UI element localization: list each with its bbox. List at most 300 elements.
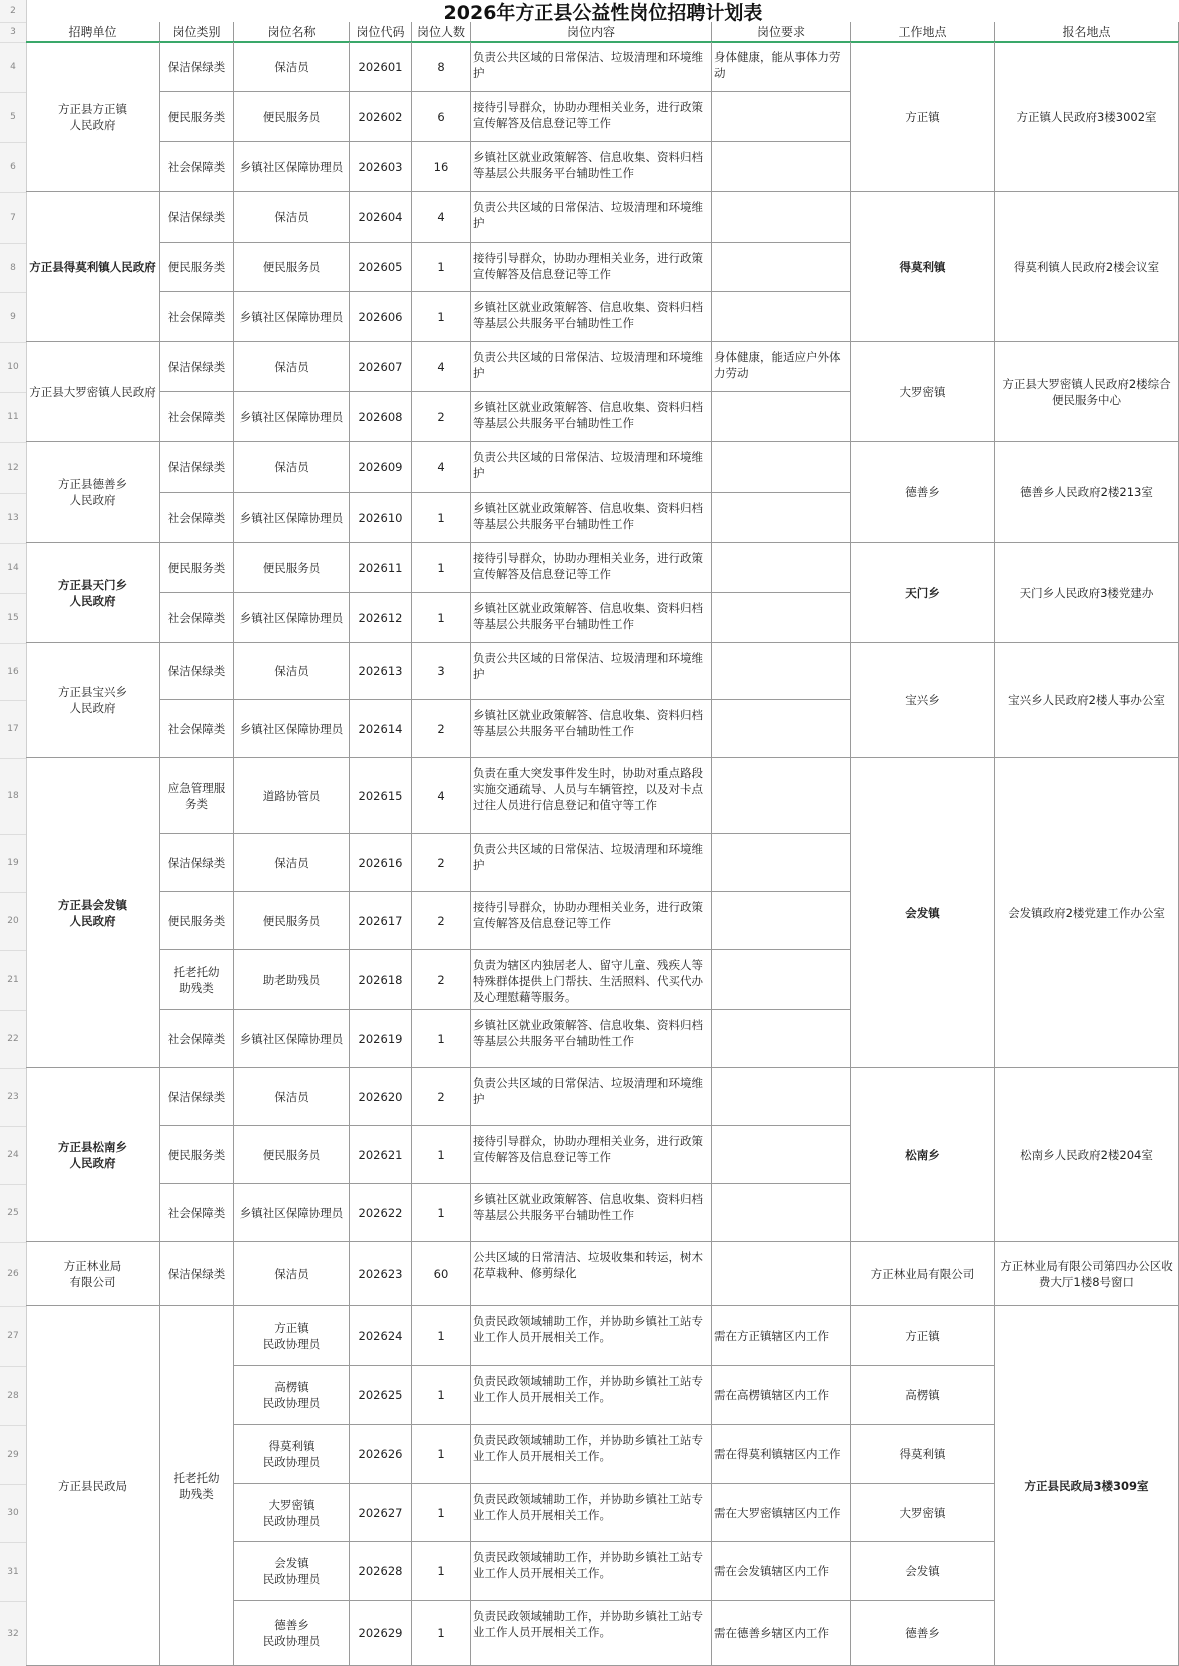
signup-location-cell[interactable] xyxy=(995,1306,1179,1666)
category-cell[interactable] xyxy=(160,892,234,950)
post-code-cell-text: 202614 xyxy=(358,721,403,736)
post-requirement-cell[interactable] xyxy=(712,142,851,192)
post-content-cell[interactable] xyxy=(471,700,712,758)
post-requirement-cell-text: 需在德善乡辖区内工作 xyxy=(714,1626,829,1640)
post-content-cell-text: 负责民政领域辅助工作，并协助乡镇社工站专业工作人员开展相关工作。 xyxy=(473,1609,703,1639)
post-content-cell[interactable] xyxy=(471,392,712,442)
post-content-cell[interactable] xyxy=(471,92,712,142)
post-requirement-cell[interactable] xyxy=(712,1601,851,1666)
work-location-cell[interactable] xyxy=(851,1242,995,1306)
post-code-cell-text: 202607 xyxy=(358,359,403,374)
post-name-cell[interactable] xyxy=(234,834,350,892)
post-requirement-cell[interactable] xyxy=(712,493,851,543)
category-cell[interactable] xyxy=(160,700,234,758)
post-content-cell-text: 负责公共区域的日常保洁、垃圾清理和环境维护 xyxy=(473,200,703,230)
post-count-cell[interactable] xyxy=(412,1425,471,1484)
post-name-cell[interactable] xyxy=(234,92,350,142)
row-number[interactable]: 18 xyxy=(7,791,19,801)
post-content-cell[interactable] xyxy=(471,643,712,700)
post-content-cell[interactable] xyxy=(471,1010,712,1068)
post-count-cell[interactable] xyxy=(412,834,471,892)
post-code-cell-text: 202618 xyxy=(358,972,403,987)
post-content-cell[interactable] xyxy=(471,892,712,950)
post-count-cell[interactable] xyxy=(412,1306,471,1366)
category-cell[interactable] xyxy=(160,1010,234,1068)
post-code-cell-text: 202609 xyxy=(358,460,403,474)
post-count-cell[interactable] xyxy=(412,543,471,593)
post-count-cell-text: 2 xyxy=(437,972,445,987)
post-content-cell-text: 乡镇社区就业政策解答、信息收集、资料归档等基层公共服务平台辅助性工作 xyxy=(473,708,703,738)
post-name-cell[interactable] xyxy=(234,192,350,243)
post-requirement-cell[interactable] xyxy=(712,1068,851,1126)
signup-location-cell[interactable] xyxy=(995,543,1179,643)
work-location-cell[interactable] xyxy=(851,342,995,442)
post-requirement-cell[interactable] xyxy=(712,192,851,243)
post-name-cell-text: 道路协管员 xyxy=(262,788,321,803)
post-name-cell[interactable] xyxy=(234,1126,350,1184)
work-location-cell[interactable] xyxy=(851,1601,995,1666)
post-name-cell[interactable] xyxy=(234,950,350,1010)
post-count-cell-text: 16 xyxy=(433,159,449,174)
post-name-cell[interactable] xyxy=(234,1366,350,1425)
post-requirement-cell[interactable] xyxy=(712,1542,851,1601)
category-cell-text: 社会保障类 xyxy=(167,1205,226,1220)
post-name-cell[interactable] xyxy=(234,493,350,543)
category-cell[interactable] xyxy=(160,1242,234,1306)
header-1[interactable] xyxy=(160,22,234,42)
unit-cell[interactable] xyxy=(26,192,160,342)
row-number[interactable]: 22 xyxy=(7,1034,19,1044)
post-code-cell[interactable] xyxy=(350,1242,412,1306)
post-code-cell[interactable] xyxy=(350,758,412,834)
post-code-cell[interactable] xyxy=(350,643,412,700)
post-requirement-cell[interactable] xyxy=(712,593,851,643)
unit-cell-text: 方正林业局 有限公司 xyxy=(63,1258,122,1289)
post-code-cell[interactable] xyxy=(350,392,412,442)
signup-location-cell[interactable] xyxy=(995,42,1179,192)
header-6[interactable] xyxy=(712,22,851,42)
post-code-cell[interactable] xyxy=(350,593,412,643)
post-content-cell[interactable] xyxy=(471,1542,712,1601)
post-count-cell[interactable] xyxy=(412,92,471,142)
post-name-cell[interactable] xyxy=(234,1068,350,1126)
signup-location-cell[interactable] xyxy=(995,1242,1179,1306)
post-count-cell-text: 1 xyxy=(437,1626,445,1640)
row-number[interactable]: 10 xyxy=(7,362,19,372)
post-content-cell[interactable] xyxy=(471,543,712,593)
post-count-cell[interactable] xyxy=(412,442,471,493)
post-requirement-cell[interactable] xyxy=(712,758,851,834)
row-number[interactable]: 4 xyxy=(10,62,16,72)
post-requirement-cell[interactable] xyxy=(712,92,851,142)
row-number[interactable]: 2 xyxy=(10,6,16,16)
post-requirement-cell[interactable] xyxy=(712,643,851,700)
category-cell-text: 托老托幼 助残类 xyxy=(173,964,220,995)
post-count-cell[interactable] xyxy=(412,292,471,342)
post-count-cell[interactable] xyxy=(412,892,471,950)
category-cell-text: 便民服务类 xyxy=(167,260,226,274)
post-name-cell[interactable] xyxy=(234,1425,350,1484)
post-count-cell-text: 2 xyxy=(437,409,445,424)
header-7-text: 工作地点 xyxy=(898,24,947,39)
post-code-cell-text: 202612 xyxy=(358,610,403,625)
row-number[interactable]: 17 xyxy=(7,724,19,734)
post-content-cell[interactable] xyxy=(471,593,712,643)
unit-cell[interactable] xyxy=(26,1306,160,1666)
post-count-cell[interactable] xyxy=(412,643,471,700)
post-count-cell-text: 60 xyxy=(433,1266,449,1281)
post-code-cell[interactable] xyxy=(350,1425,412,1484)
post-count-cell[interactable] xyxy=(412,1366,471,1425)
row-number[interactable]: 30 xyxy=(7,1508,19,1518)
post-name-cell[interactable] xyxy=(234,342,350,392)
post-code-cell[interactable] xyxy=(350,342,412,392)
post-code-cell[interactable] xyxy=(350,1601,412,1666)
post-name-cell-text: 方正镇 民政协理员 xyxy=(262,1320,321,1351)
post-name-cell[interactable] xyxy=(234,1484,350,1542)
row-number[interactable]: 11 xyxy=(7,412,19,422)
post-requirement-cell[interactable] xyxy=(712,1425,851,1484)
post-code-cell[interactable] xyxy=(350,1484,412,1542)
work-location-cell[interactable] xyxy=(851,1068,995,1242)
post-name-cell[interactable] xyxy=(234,42,350,92)
post-requirement-cell[interactable] xyxy=(712,392,851,442)
category-cell-text: 便民服务类 xyxy=(167,109,226,124)
post-content-cell[interactable] xyxy=(471,1425,712,1484)
row-number[interactable]: 3 xyxy=(10,27,16,37)
post-content-cell-text: 负责公共区域的日常保洁、垃圾清理和环境维护 xyxy=(473,50,703,80)
category-cell[interactable] xyxy=(160,142,234,192)
post-requirement-cell[interactable] xyxy=(712,950,851,1010)
post-requirement-cell[interactable] xyxy=(712,892,851,950)
post-content-cell[interactable] xyxy=(471,758,712,834)
row-number[interactable]: 7 xyxy=(10,212,16,223)
post-content-cell[interactable] xyxy=(471,1484,712,1542)
post-code-cell[interactable] xyxy=(350,543,412,593)
work-location-cell[interactable] xyxy=(851,192,995,342)
post-requirement-cell[interactable] xyxy=(712,543,851,593)
post-name-cell-text: 保洁员 xyxy=(274,359,309,374)
post-name-cell[interactable] xyxy=(234,142,350,192)
category-cell-text: 社会保障类 xyxy=(167,309,226,324)
post-count-cell[interactable] xyxy=(412,1126,471,1184)
post-count-cell[interactable] xyxy=(412,1068,471,1126)
signup-location-cell[interactable] xyxy=(995,442,1179,543)
post-count-cell[interactable] xyxy=(412,243,471,292)
post-count-cell[interactable] xyxy=(412,1010,471,1068)
row-number[interactable]: 21 xyxy=(7,975,19,985)
post-content-cell-text: 负责公共区域的日常保洁、垃圾清理和环境维护 xyxy=(473,350,703,380)
unit-cell[interactable] xyxy=(26,643,160,758)
post-content-cell-text: 负责公共区域的日常保洁、垃圾清理和环境维护 xyxy=(473,842,703,872)
post-count-cell[interactable] xyxy=(412,1184,471,1242)
row-number[interactable]: 32 xyxy=(7,1628,19,1639)
post-requirement-cell[interactable] xyxy=(712,834,851,892)
work-location-cell[interactable] xyxy=(851,643,995,758)
post-content-cell[interactable] xyxy=(471,493,712,543)
post-code-cell-text: 202624 xyxy=(358,1328,403,1343)
post-content-cell[interactable] xyxy=(471,1126,712,1184)
category-cell[interactable] xyxy=(160,834,234,892)
post-requirement-cell[interactable] xyxy=(712,292,851,342)
post-content-cell[interactable] xyxy=(471,1242,712,1306)
header-5-text: 岗位内容 xyxy=(566,24,615,39)
post-requirement-cell[interactable] xyxy=(712,1126,851,1184)
work-location-cell[interactable] xyxy=(851,42,995,192)
post-count-cell-text: 2 xyxy=(437,1089,445,1104)
post-requirement-cell[interactable] xyxy=(712,700,851,758)
header-5[interactable] xyxy=(471,22,712,42)
post-name-cell[interactable] xyxy=(234,1010,350,1068)
post-count-cell-text: 1 xyxy=(437,1505,445,1520)
post-name-cell[interactable] xyxy=(234,700,350,758)
category-cell[interactable] xyxy=(160,1068,234,1126)
post-code-cell[interactable] xyxy=(350,1542,412,1601)
post-count-cell[interactable] xyxy=(412,1242,471,1306)
post-content-cell[interactable] xyxy=(471,442,712,493)
row-number[interactable]: 27 xyxy=(7,1331,19,1341)
header-7[interactable] xyxy=(851,22,995,42)
post-content-cell[interactable] xyxy=(471,342,712,392)
post-name-cell[interactable] xyxy=(234,1542,350,1601)
post-requirement-cell[interactable] xyxy=(712,442,851,493)
post-name-cell[interactable] xyxy=(234,392,350,442)
row-number[interactable]: 6 xyxy=(10,162,16,172)
post-content-cell[interactable] xyxy=(471,1306,712,1366)
category-cell[interactable] xyxy=(160,92,234,142)
row-number[interactable]: 23 xyxy=(7,1092,19,1102)
post-content-cell-text: 负责公共区域的日常保洁、垃圾清理和环境维护 xyxy=(473,651,703,681)
row-number[interactable]: 31 xyxy=(7,1566,19,1577)
post-code-cell[interactable] xyxy=(350,1068,412,1126)
post-count-cell[interactable] xyxy=(412,1601,471,1666)
unit-cell[interactable] xyxy=(26,758,160,1068)
post-code-cell-text: 202603 xyxy=(358,159,403,174)
post-count-cell[interactable] xyxy=(412,593,471,643)
header-0[interactable] xyxy=(26,22,160,42)
row-number[interactable]: 13 xyxy=(7,513,19,523)
category-cell[interactable] xyxy=(160,192,234,243)
post-name-cell[interactable] xyxy=(234,643,350,700)
post-name-cell[interactable] xyxy=(234,892,350,950)
category-cell[interactable] xyxy=(160,442,234,493)
post-code-cell[interactable] xyxy=(350,1010,412,1068)
work-location-cell[interactable] xyxy=(851,1542,995,1601)
header-8[interactable] xyxy=(995,22,1179,42)
category-cell[interactable] xyxy=(160,42,234,92)
row-number[interactable]: 12 xyxy=(7,462,19,473)
post-content-cell[interactable] xyxy=(471,243,712,292)
post-code-cell[interactable] xyxy=(350,493,412,543)
work-location-cell-text: 松南乡 xyxy=(905,1147,940,1162)
post-content-cell-text: 乡镇社区就业政策解答、信息收集、资料归档等基层公共服务平台辅助性工作 xyxy=(473,400,703,430)
post-content-cell-text: 乡镇社区就业政策解答、信息收集、资料归档等基层公共服务平台辅助性工作 xyxy=(473,1018,703,1048)
unit-cell[interactable] xyxy=(26,442,160,543)
post-count-cell-text: 2 xyxy=(437,913,445,928)
post-requirement-cell[interactable] xyxy=(712,243,851,292)
post-code-cell-text: 202617 xyxy=(358,913,403,928)
post-name-cell-text: 乡镇社区保障协理员 xyxy=(239,510,344,525)
post-code-cell[interactable] xyxy=(350,292,412,342)
category-cell[interactable] xyxy=(160,292,234,342)
post-code-cell-text: 202619 xyxy=(358,1031,403,1046)
post-count-cell[interactable] xyxy=(412,1542,471,1601)
post-count-cell[interactable] xyxy=(412,758,471,834)
unit-cell[interactable] xyxy=(26,342,160,442)
post-code-cell[interactable] xyxy=(350,834,412,892)
work-location-cell[interactable] xyxy=(851,543,995,643)
category-cell[interactable] xyxy=(160,1126,234,1184)
post-code-cell[interactable] xyxy=(350,1126,412,1184)
post-content-cell[interactable] xyxy=(471,192,712,243)
post-name-cell[interactable] xyxy=(234,243,350,292)
post-code-cell[interactable] xyxy=(350,1184,412,1242)
unit-cell-text: 方正县得莫利镇人民政府 xyxy=(29,259,156,274)
post-requirement-cell[interactable] xyxy=(712,1366,851,1425)
post-requirement-cell-text: 需在方正镇辖区内工作 xyxy=(714,1328,829,1343)
row-number[interactable]: 9 xyxy=(10,312,16,322)
post-code-cell[interactable] xyxy=(350,700,412,758)
header-4[interactable] xyxy=(412,22,471,42)
category-cell[interactable] xyxy=(160,243,234,292)
header-2[interactable] xyxy=(234,22,350,42)
category-cell[interactable] xyxy=(160,1306,234,1666)
row-number[interactable]: 8 xyxy=(10,262,16,273)
post-count-cell[interactable] xyxy=(412,1484,471,1542)
work-location-cell[interactable] xyxy=(851,1366,995,1425)
category-cell[interactable] xyxy=(160,593,234,643)
post-code-cell-text: 202602 xyxy=(358,109,403,124)
post-count-cell[interactable] xyxy=(412,342,471,392)
category-cell-text: 保洁保绿类 xyxy=(167,664,226,678)
post-requirement-cell[interactable] xyxy=(712,1184,851,1242)
post-code-cell-text: 202623 xyxy=(358,1266,403,1281)
post-count-cell[interactable] xyxy=(412,142,471,192)
category-cell[interactable] xyxy=(160,493,234,543)
row-number[interactable]: 14 xyxy=(7,563,19,573)
post-content-cell[interactable] xyxy=(471,42,712,92)
post-name-cell[interactable] xyxy=(234,543,350,593)
row-number[interactable]: 16 xyxy=(7,666,19,677)
unit-cell[interactable] xyxy=(26,543,160,643)
row-number[interactable]: 25 xyxy=(7,1208,19,1218)
post-code-cell-text: 202610 xyxy=(358,510,403,525)
post-count-cell[interactable] xyxy=(412,392,471,442)
header-3-text: 岗位代码 xyxy=(356,24,405,39)
row-number[interactable]: 15 xyxy=(7,613,19,623)
signup-location-cell[interactable] xyxy=(995,192,1179,342)
row-number[interactable]: 5 xyxy=(10,112,16,122)
post-name-cell[interactable] xyxy=(234,593,350,643)
post-code-cell[interactable] xyxy=(350,92,412,142)
row-number[interactable]: 29 xyxy=(7,1449,19,1460)
post-code-cell[interactable] xyxy=(350,892,412,950)
work-location-cell[interactable] xyxy=(851,1425,995,1484)
post-name-cell-text: 便民服务员 xyxy=(262,260,321,274)
post-content-cell[interactable] xyxy=(471,1184,712,1242)
post-name-cell[interactable] xyxy=(234,1601,350,1666)
post-content-cell[interactable] xyxy=(471,1068,712,1126)
post-content-cell-text: 乡镇社区就业政策解答、信息收集、资料归档等基层公共服务平台辅助性工作 xyxy=(473,150,703,180)
post-name-cell[interactable] xyxy=(234,292,350,342)
work-location-cell[interactable] xyxy=(851,442,995,543)
work-location-cell[interactable] xyxy=(851,1484,995,1542)
post-requirement-cell[interactable] xyxy=(712,1010,851,1068)
unit-cell[interactable] xyxy=(26,1242,160,1306)
post-code-cell[interactable] xyxy=(350,192,412,243)
post-code-cell[interactable] xyxy=(350,1306,412,1366)
post-requirement-cell[interactable] xyxy=(712,342,851,392)
unit-cell-text: 方正县德善乡 人民政府 xyxy=(58,477,127,507)
work-location-cell[interactable] xyxy=(851,1306,995,1366)
work-location-cell-text: 得莫利镇 xyxy=(899,259,946,274)
post-count-cell[interactable] xyxy=(412,493,471,543)
category-cell[interactable] xyxy=(160,1184,234,1242)
category-cell[interactable] xyxy=(160,392,234,442)
row-number[interactable]: 20 xyxy=(7,916,19,926)
work-location-cell[interactable] xyxy=(851,758,995,1068)
post-content-cell[interactable] xyxy=(471,950,712,1010)
post-name-cell[interactable] xyxy=(234,1184,350,1242)
post-code-cell[interactable] xyxy=(350,442,412,493)
post-code-cell-text: 202621 xyxy=(358,1147,403,1162)
row-number[interactable]: 24 xyxy=(7,1150,19,1160)
post-name-cell[interactable] xyxy=(234,1306,350,1366)
signup-location-cell[interactable] xyxy=(995,1068,1179,1242)
category-cell[interactable] xyxy=(160,758,234,834)
post-code-cell-text: 202627 xyxy=(358,1505,403,1520)
post-code-cell-text: 202625 xyxy=(358,1388,403,1402)
signup-location-cell[interactable] xyxy=(995,342,1179,442)
post-requirement-cell[interactable] xyxy=(712,1484,851,1542)
row-number[interactable]: 19 xyxy=(7,858,19,868)
post-content-cell[interactable] xyxy=(471,292,712,342)
post-content-cell[interactable] xyxy=(471,1366,712,1425)
post-content-cell[interactable] xyxy=(471,834,712,892)
category-cell[interactable] xyxy=(160,342,234,392)
post-count-cell[interactable] xyxy=(412,700,471,758)
post-content-cell[interactable] xyxy=(471,1601,712,1666)
signup-location-cell[interactable] xyxy=(995,643,1179,758)
post-code-cell[interactable] xyxy=(350,243,412,292)
post-requirement-cell[interactable] xyxy=(712,42,851,92)
row-number[interactable]: 26 xyxy=(7,1269,19,1279)
post-name-cell[interactable] xyxy=(234,758,350,834)
category-cell[interactable] xyxy=(160,643,234,700)
post-code-cell[interactable] xyxy=(350,42,412,92)
category-cell[interactable] xyxy=(160,950,234,1010)
post-count-cell[interactable] xyxy=(412,42,471,92)
post-name-cell[interactable] xyxy=(234,1242,350,1306)
post-name-cell[interactable] xyxy=(234,442,350,493)
post-content-cell[interactable] xyxy=(471,142,712,192)
signup-location-cell[interactable] xyxy=(995,758,1179,1068)
post-code-cell[interactable] xyxy=(350,950,412,1010)
post-code-cell[interactable] xyxy=(350,142,412,192)
post-requirement-cell[interactable] xyxy=(712,1242,851,1306)
post-name-cell-text: 高楞镇 民政协理员 xyxy=(262,1380,321,1410)
post-count-cell[interactable] xyxy=(412,192,471,243)
unit-cell[interactable] xyxy=(26,1068,160,1242)
post-code-cell[interactable] xyxy=(350,1366,412,1425)
header-3[interactable] xyxy=(350,22,412,42)
row-number[interactable]: 28 xyxy=(7,1390,19,1401)
post-count-cell[interactable] xyxy=(412,950,471,1010)
category-cell[interactable] xyxy=(160,543,234,593)
unit-cell[interactable] xyxy=(26,42,160,192)
unit-cell-text: 方正县松南乡 人民政府 xyxy=(58,1139,127,1170)
post-requirement-cell[interactable] xyxy=(712,1306,851,1366)
